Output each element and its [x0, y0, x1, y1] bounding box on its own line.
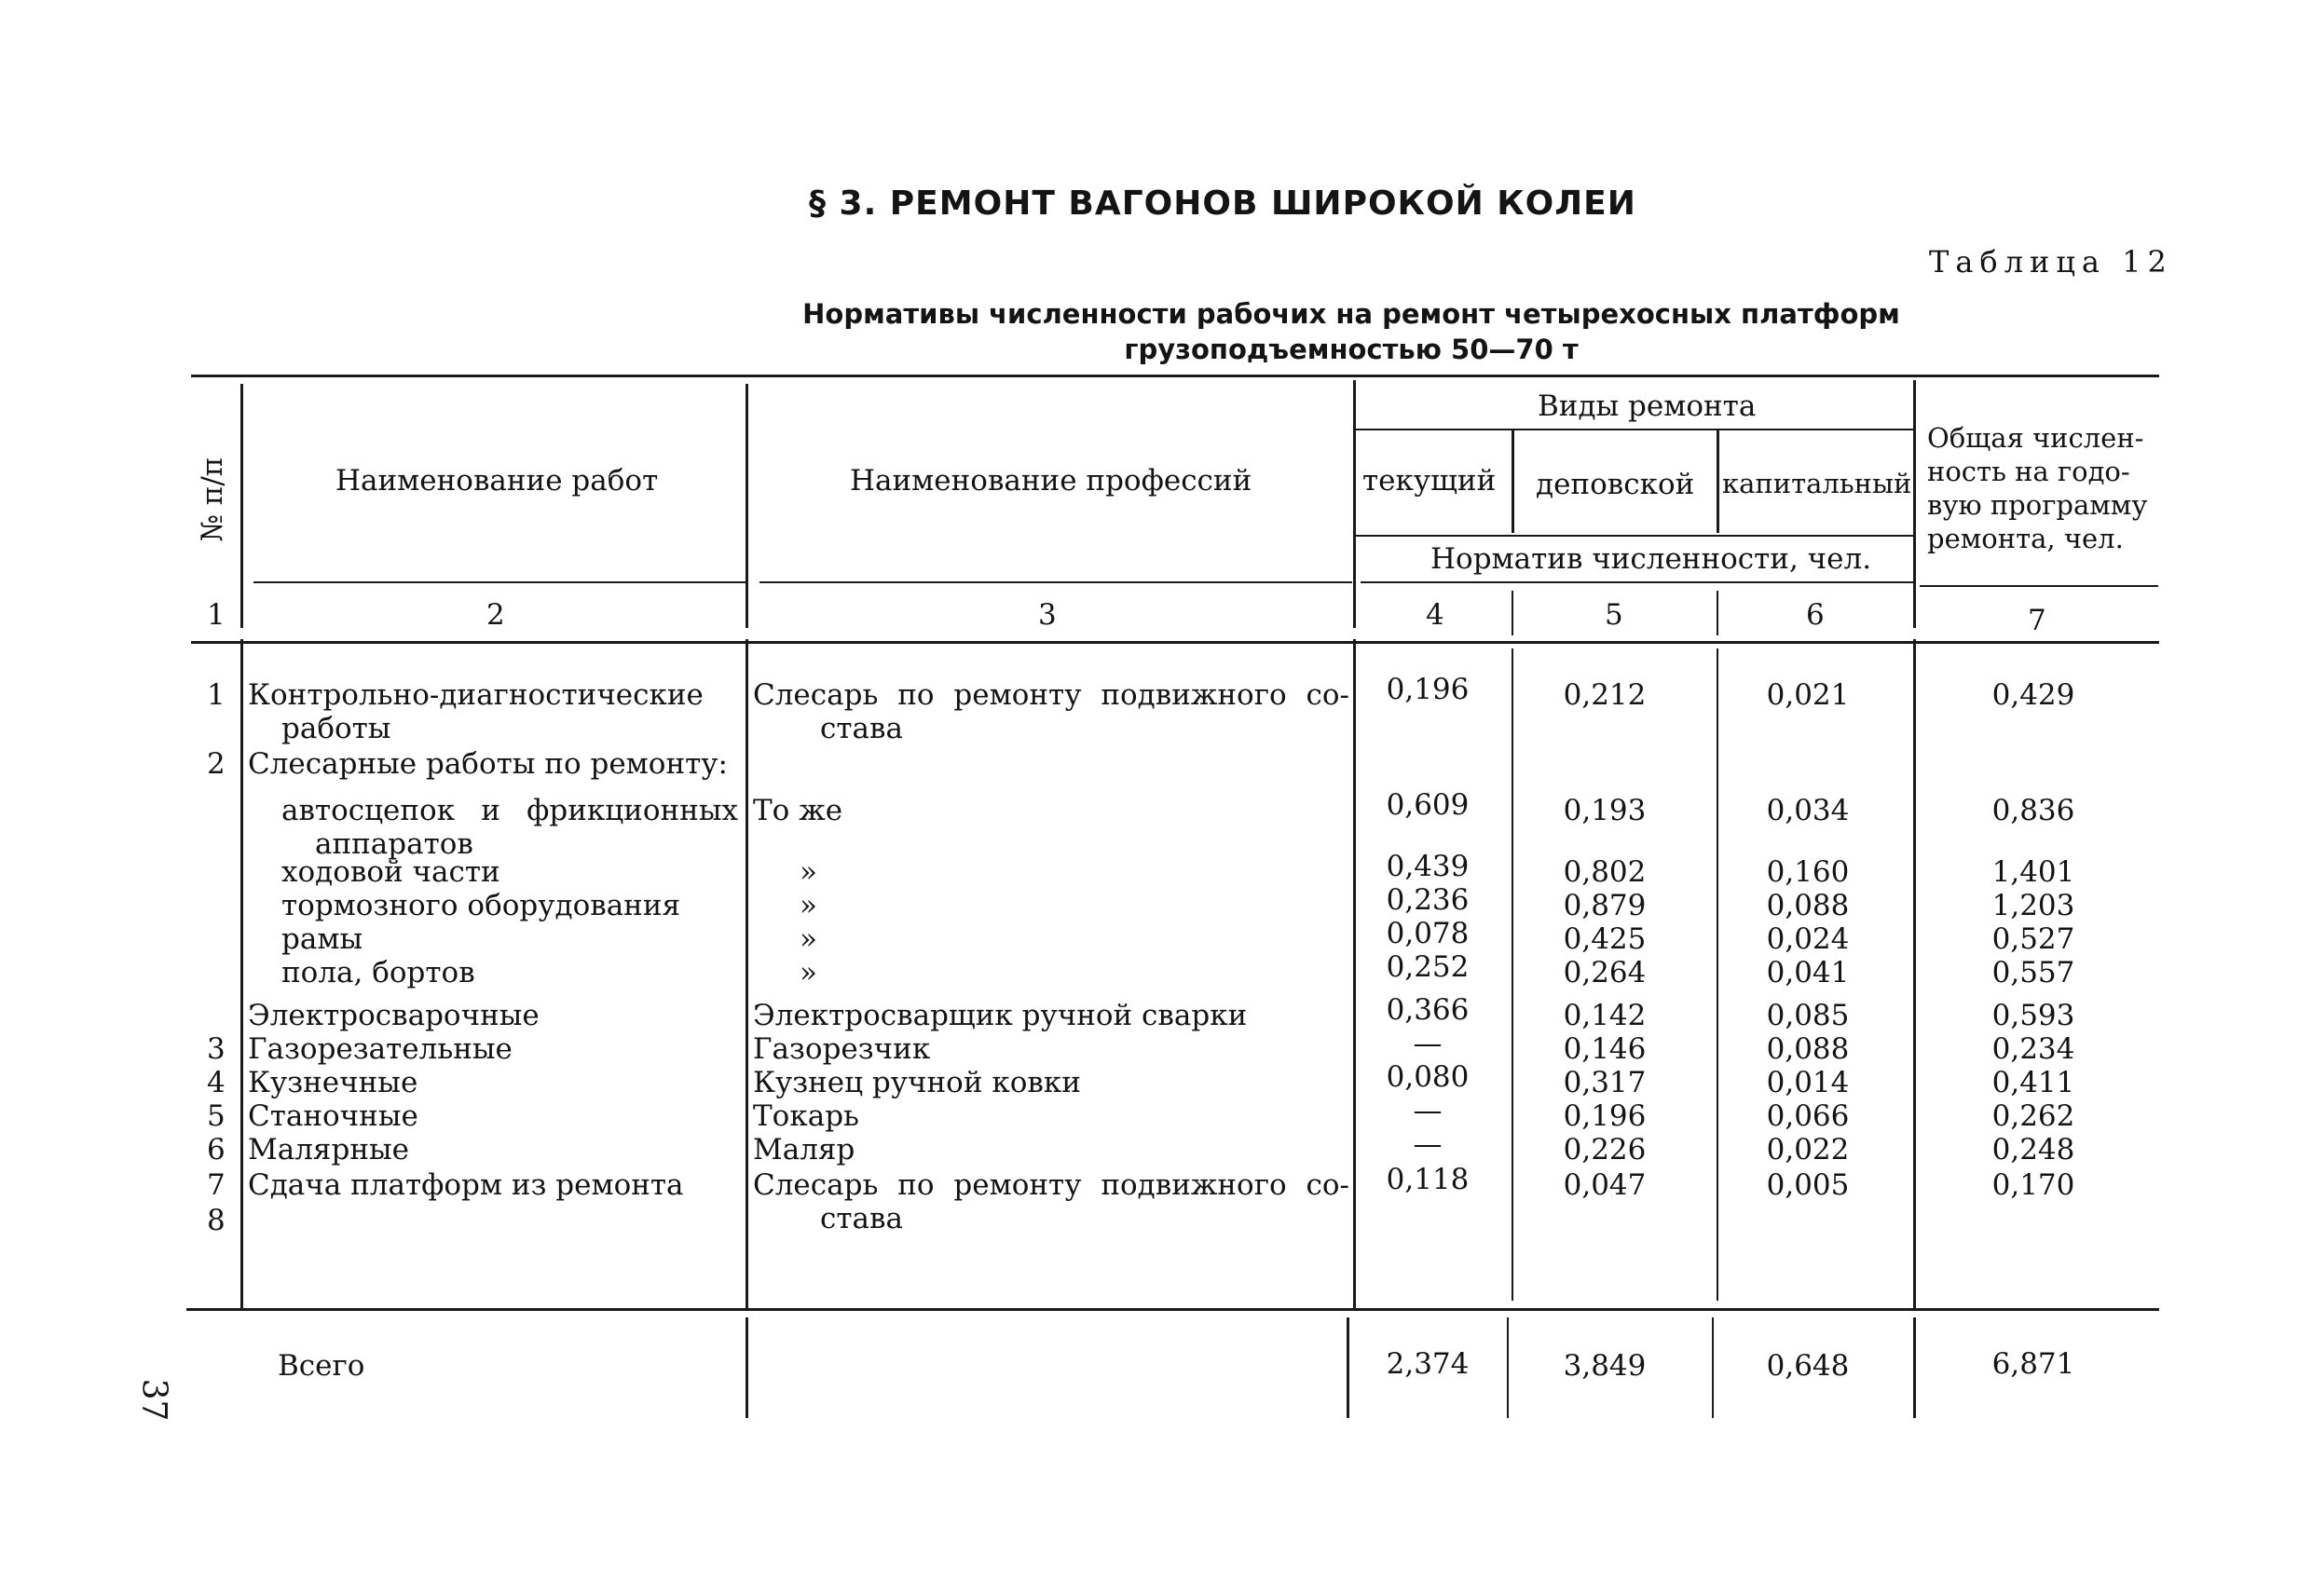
work-name: ходовой части	[281, 855, 500, 889]
value-total: 0,593	[1991, 999, 2075, 1032]
work-name: Малярные	[248, 1133, 409, 1166]
page-number: 37	[134, 1378, 173, 1422]
total-col-header	[1927, 421, 2147, 555]
row-number: 1	[207, 678, 226, 712]
value-depot: 0,425	[1563, 922, 1647, 956]
value-capital: 0,022	[1766, 1133, 1850, 1166]
work-name: работы	[281, 712, 391, 745]
value-capital: 0,014	[1766, 1066, 1850, 1099]
profession-name: става	[820, 1202, 903, 1235]
profession-name: »	[800, 922, 817, 956]
col-num-header: № п/п	[196, 457, 229, 542]
work-name: пола, бортов	[281, 956, 475, 989]
work-name: Кузнечные	[248, 1066, 418, 1099]
value-total: 0,248	[1991, 1133, 2075, 1166]
value-current: 0,078	[1386, 917, 1470, 950]
totals-label: Всего	[278, 1349, 365, 1383]
work-name: автосцепок и фрикционных	[281, 794, 738, 827]
col-number-5: 5	[1605, 598, 1623, 632]
profession-name: Токарь	[753, 1099, 859, 1133]
value-total: 0,836	[1991, 794, 2075, 827]
profession-name: »	[800, 956, 817, 989]
value-current: 0,366	[1386, 993, 1470, 1027]
row-number: 5	[207, 1099, 226, 1133]
value-total: 1,401	[1991, 855, 2075, 889]
value-capital: 0,021	[1766, 678, 1850, 712]
profession-name: Маляр	[753, 1133, 855, 1166]
norm-header: Норматив численности, чел.	[1430, 542, 1872, 576]
value-depot: 0,212	[1563, 678, 1647, 712]
value-total: 0,170	[1991, 1168, 2075, 1202]
work-name: рамы	[281, 922, 363, 956]
table-label: Таблица 12	[1929, 244, 2173, 280]
work-name: Слесарные работы по ремонту:	[248, 747, 728, 781]
col-work-header: Наименование работ	[335, 464, 659, 498]
value-capital: 0,088	[1766, 889, 1850, 922]
total-col-header-line-3: вую программу	[1927, 489, 2148, 521]
col-number-1: 1	[207, 598, 226, 632]
current-header: текущий	[1362, 464, 1497, 498]
col-number-7: 7	[2028, 604, 2046, 637]
value-capital: 0,160	[1766, 855, 1850, 889]
profession-name: Электросварщик ручной сварки	[753, 999, 1248, 1032]
row-number: 4	[207, 1066, 226, 1099]
profession-name: То же	[753, 794, 843, 827]
value-total: 0,557	[1991, 956, 2075, 989]
profession-name: »	[800, 855, 817, 889]
value-total: 0,429	[1991, 678, 2075, 712]
work-name: аппаратов	[315, 827, 473, 861]
col-number-2: 2	[486, 598, 505, 632]
value-depot: 0,142	[1563, 999, 1647, 1032]
row-number: 7	[207, 1168, 226, 1202]
value-depot: 0,193	[1563, 794, 1647, 827]
value-depot: 0,196	[1563, 1099, 1647, 1133]
totals-depot: 3,849	[1563, 1349, 1647, 1383]
profession-name: »	[800, 889, 817, 922]
value-total: 1,203	[1991, 889, 2075, 922]
col-profession-header: Наименование профессий	[850, 464, 1252, 498]
value-capital: 0,041	[1766, 956, 1850, 989]
value-capital: 0,085	[1766, 999, 1850, 1032]
table-title-line-1: Нормативы численности рабочих на ремонт четырехосных платформ	[802, 298, 1900, 330]
row-number: 3	[207, 1032, 226, 1066]
total-col-header-line-2: ность на годо-	[1927, 456, 2130, 487]
totals-current: 2,374	[1386, 1347, 1470, 1381]
table-title	[559, 296, 2143, 367]
value-depot: 0,802	[1563, 855, 1647, 889]
totals-capital: 0,648	[1766, 1349, 1850, 1383]
value-depot: 0,317	[1563, 1066, 1647, 1099]
profession-name: става	[820, 712, 903, 745]
row-number: 2	[207, 747, 226, 781]
value-current: 0,080	[1386, 1060, 1470, 1094]
row-number: 6	[207, 1133, 226, 1166]
section-heading: § 3. РЕМОНТ ВАГОНОВ ШИРОКОЙ КОЛЕИ	[809, 184, 1636, 223]
col-number-3: 3	[1038, 598, 1057, 632]
repair-types-header: Виды ремонта	[1538, 389, 1757, 423]
value-total: 0,411	[1991, 1066, 2075, 1099]
value-current: 0,439	[1386, 850, 1470, 883]
value-depot: 0,047	[1563, 1168, 1647, 1202]
value-capital: 0,024	[1766, 922, 1850, 956]
col-number-6: 6	[1806, 598, 1825, 632]
col-number-4: 4	[1426, 598, 1444, 632]
value-depot: 0,264	[1563, 956, 1647, 989]
value-current: —	[1413, 1027, 1443, 1060]
depot-header: деповской	[1536, 468, 1695, 501]
value-depot: 0,146	[1563, 1032, 1647, 1066]
total-col-header-line-1: Общая числен-	[1927, 422, 2144, 454]
capital-header: капитальный	[1722, 468, 1912, 499]
value-current: 0,118	[1386, 1163, 1470, 1196]
work-name: тормозного оборудования	[281, 889, 681, 922]
profession-name: Кузнец ручной ковки	[753, 1066, 1081, 1099]
value-total: 0,262	[1991, 1099, 2075, 1133]
value-capital: 0,088	[1766, 1032, 1850, 1066]
work-name: Электросварочные	[248, 999, 540, 1032]
value-depot: 0,879	[1563, 889, 1647, 922]
value-capital: 0,034	[1766, 794, 1850, 827]
value-current: 0,236	[1386, 883, 1470, 917]
profession-name: Газорезчик	[753, 1032, 931, 1066]
work-name: Сдача платформ из ремонта	[248, 1168, 684, 1202]
total-col-header-line-4: ремонта, чел.	[1927, 523, 2124, 554]
row-number: 8	[207, 1204, 226, 1237]
value-capital: 0,066	[1766, 1099, 1850, 1133]
work-name: Станочные	[248, 1099, 418, 1133]
value-current: 0,196	[1386, 673, 1470, 706]
work-name: Контрольно-диагностические	[248, 678, 704, 712]
profession-name: Слесарь по ремонту подвижного со-	[753, 1168, 1349, 1202]
value-total: 0,234	[1991, 1032, 2075, 1066]
profession-name: Слесарь по ремонту подвижного со-	[753, 678, 1349, 712]
value-total: 0,527	[1991, 922, 2075, 956]
table-title-line-2: грузоподъемностью 50—70 т	[1124, 334, 1579, 365]
value-depot: 0,226	[1563, 1133, 1647, 1166]
work-name: Газорезательные	[248, 1032, 513, 1066]
value-current: 0,252	[1386, 950, 1470, 984]
value-capital: 0,005	[1766, 1168, 1850, 1202]
value-current: 0,609	[1386, 788, 1470, 822]
totals-total: 6,871	[1991, 1347, 2075, 1381]
value-current: —	[1413, 1094, 1443, 1127]
value-current: —	[1413, 1127, 1443, 1161]
